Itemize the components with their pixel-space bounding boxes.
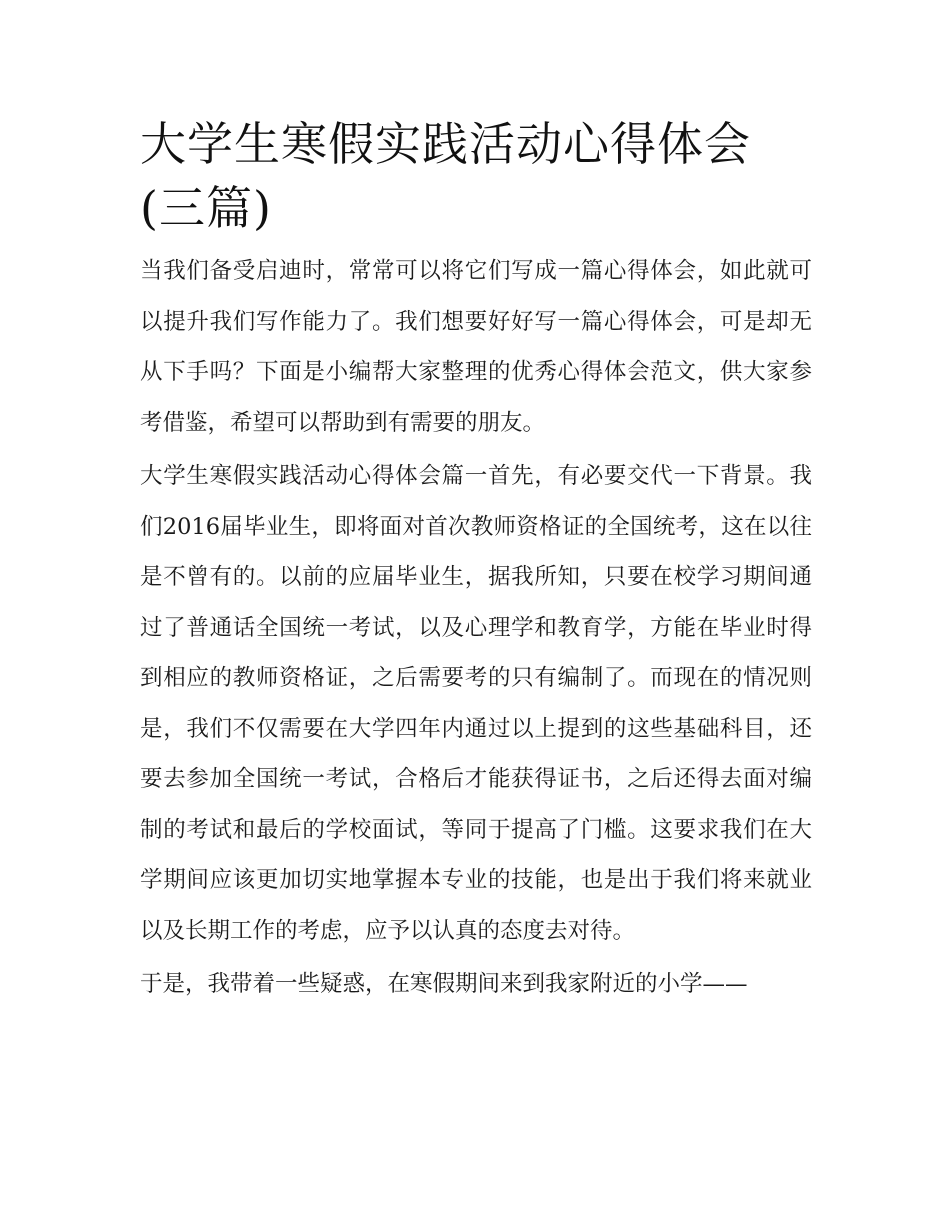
paragraph-continuation: 于是，我带着一些疑惑，在寒假期间来到我家附近的小学—— — [140, 971, 748, 997]
document-title: 大学生寒假实践活动心得体会(三篇) — [140, 117, 751, 235]
paragraph-essay-one: 大学生寒假实践活动心得体会篇一首先，有必要交代一下背景。我们2016届毕业生，即将面对首次教师资格证的全国统考，这在以往是不曾有的。以前的应届毕业生，据我所知，只要在校学习期间通过了普通话全国统一考试，以及心理学和教育学，方能在毕业时得到相应的教师资格证，之后需要考的只有编制了。而现在的情况则是，我们不仅需要在大学四年内通过以上提到的这些基础科目，还要去参加全国统一考试，合格后才能获得证书，之后还得去面对编制的考试和最后的学校面试，等同于提高了门槛。这要求我们在大学期间应该更加切实地掌握本专业的技能，也是出于我们将来就业以及长期工作的考虑，应予以认真的态度去对待。 — [140, 463, 812, 944]
document-body — [140, 112, 812, 1013]
paragraph-intro: 当我们备受启迪时，常常可以将它们写成一篇心得体会，如此就可以提升我们写作能力了。我们想要好好写一篇心得体会，可是却无从下手吗？下面是小编帮大家整理的优秀心得体会范文，供大家参考借鉴，希望可以帮助到有需要的朋友。 — [140, 258, 812, 436]
